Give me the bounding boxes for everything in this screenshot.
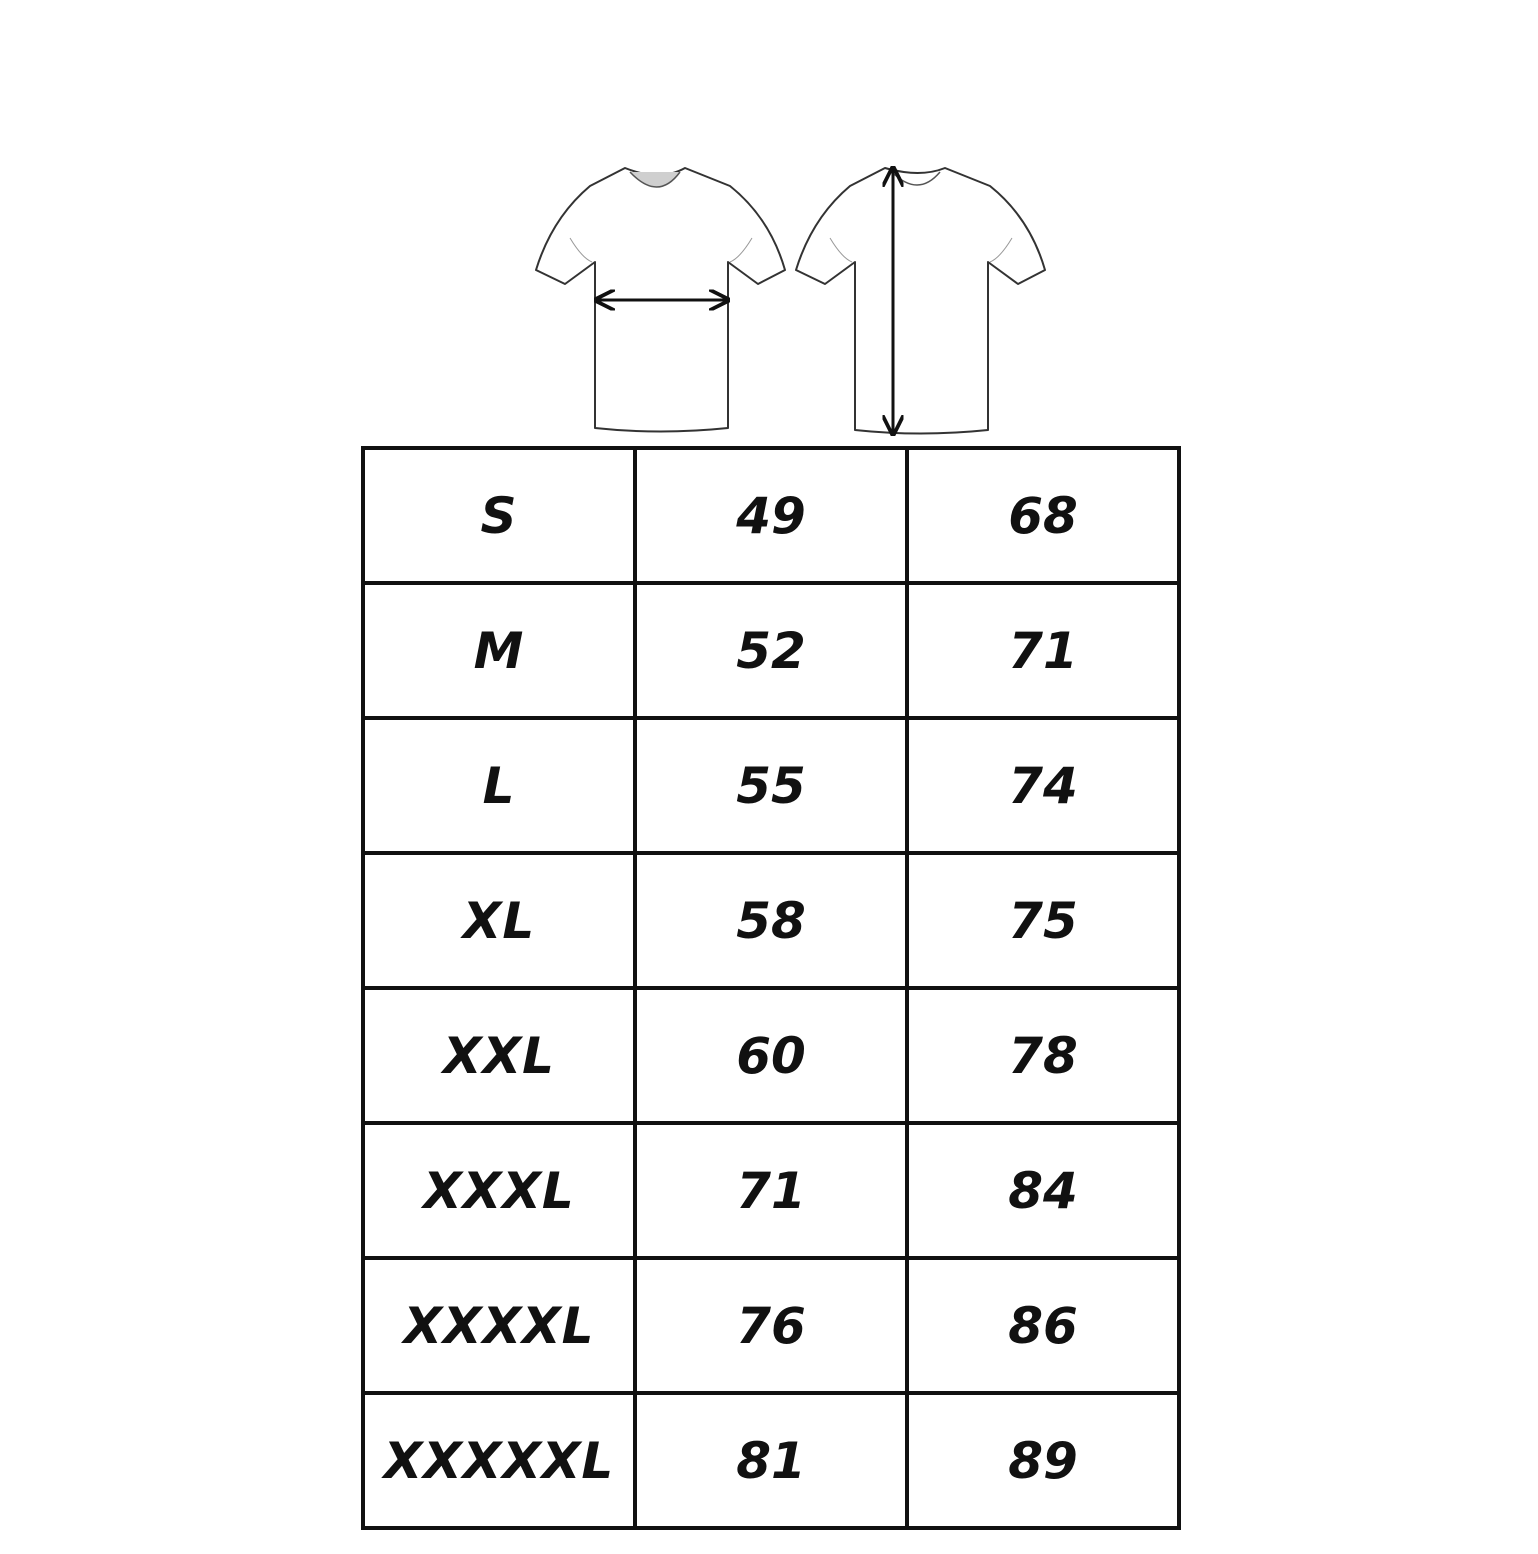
width-cell: 81 — [635, 1393, 907, 1528]
length-cell: 78 — [907, 988, 1179, 1123]
tshirt-front-width-icon — [536, 168, 785, 432]
width-cell: 60 — [635, 988, 907, 1123]
size-cell: XXXL — [363, 1123, 635, 1258]
table-row — [363, 1123, 1179, 1258]
length-cell: 89 — [907, 1393, 1179, 1528]
size-cell: L — [363, 718, 635, 853]
table-row — [363, 583, 1179, 718]
width-cell: 58 — [635, 853, 907, 988]
width-cell: 71 — [635, 1123, 907, 1258]
width-cell: 55 — [635, 718, 907, 853]
width-cell: 49 — [635, 448, 907, 583]
tshirt-illustrations — [530, 158, 1050, 443]
length-cell: 84 — [907, 1123, 1179, 1258]
table-row — [363, 448, 1179, 583]
width-cell: 76 — [635, 1258, 907, 1393]
length-cell: 74 — [907, 718, 1179, 853]
length-cell: 86 — [907, 1258, 1179, 1393]
size-chart-table — [361, 446, 1181, 1530]
table-row — [363, 853, 1179, 988]
tshirt-diagram — [530, 158, 1050, 443]
table-row — [363, 1258, 1179, 1393]
width-cell: 52 — [635, 583, 907, 718]
size-cell: M — [363, 583, 635, 718]
length-cell: 75 — [907, 853, 1179, 988]
table-row — [363, 1393, 1179, 1528]
size-cell: XXXXL — [363, 1258, 635, 1393]
size-cell: XXXXXL — [363, 1393, 635, 1528]
size-cell: S — [363, 448, 635, 583]
table-row — [363, 718, 1179, 853]
length-cell: 71 — [907, 583, 1179, 718]
length-cell: 68 — [907, 448, 1179, 583]
tshirt-back-length-icon — [796, 168, 1045, 434]
table-row — [363, 988, 1179, 1123]
size-cell: XXL — [363, 988, 635, 1123]
size-cell: XL — [363, 853, 635, 988]
